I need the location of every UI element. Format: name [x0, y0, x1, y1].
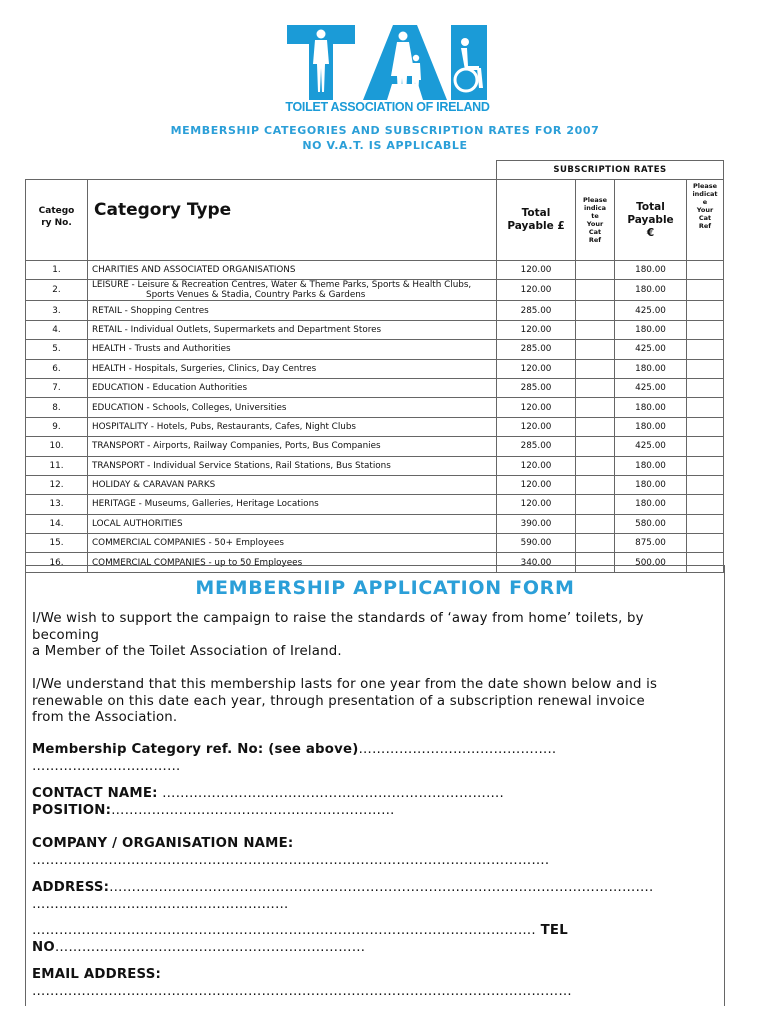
total-gbp-line1: Total — [521, 207, 551, 219]
cat-ref-eur-box[interactable] — [687, 495, 724, 514]
category-ref-label: Membership Category ref. No: (see above) — [32, 742, 359, 757]
category-no-header-line1: Catego — [38, 206, 75, 216]
total-gbp-header — [497, 180, 576, 261]
cat-ref-eur-box[interactable] — [687, 398, 724, 417]
category-ref-dots-2[interactable]: …………………………… — [32, 758, 181, 774]
total-eur-line2: Payable — [627, 213, 674, 226]
contact-name-field[interactable] — [32, 786, 722, 819]
ref1-text: indica — [584, 204, 606, 212]
category-type-text: CHARITIES AND ASSOCIATED ORGANISATIONS — [92, 265, 296, 276]
ref2-text: Please — [692, 182, 718, 190]
category-number: 15. — [26, 534, 88, 553]
category-number: 13. — [26, 495, 88, 514]
category-type — [88, 417, 497, 436]
address-dots-3[interactable]: …………………………………………………………………………………………………. — [32, 923, 536, 938]
category-type — [88, 301, 497, 320]
category-no-header-line2: ry No. — [41, 218, 72, 228]
cat-ref-gbp-box[interactable] — [576, 261, 615, 280]
ref2-text: Ref — [698, 222, 712, 230]
category-number: 8. — [26, 398, 88, 417]
cat-ref-gbp-box[interactable] — [576, 280, 615, 301]
table-row — [26, 301, 724, 320]
category-type — [88, 320, 497, 339]
category-number: 1. — [26, 261, 88, 280]
cat-ref-gbp-box[interactable] — [576, 301, 615, 320]
total-payable-gbp: 390.00 — [497, 514, 576, 533]
cat-ref-eur-box[interactable] — [687, 320, 724, 339]
table-row — [26, 475, 724, 494]
position-label: POSITION: — [32, 802, 112, 818]
cat-ref-eur-box[interactable] — [687, 261, 724, 280]
total-payable-eur: 875.00 — [615, 534, 687, 553]
total-payable-eur: 425.00 — [615, 301, 687, 320]
intro-line: a Member of the Toilet Association of Ireland. — [32, 644, 342, 659]
category-no-header — [26, 180, 88, 261]
total-eur-line1: Total — [636, 200, 665, 213]
email-field[interactable] — [32, 967, 722, 1000]
table-row — [26, 437, 724, 456]
cat-ref-eur-box[interactable] — [687, 378, 724, 397]
intro-paragraph-1 — [32, 611, 722, 661]
category-number: 4. — [26, 320, 88, 339]
subscription-rates-header: SUBSCRIPTION RATES — [497, 161, 724, 180]
company-name-label: COMPANY / ORGANISATION NAME: — [32, 836, 294, 851]
total-eur-header — [615, 180, 687, 261]
intro-paragraph-2 — [32, 677, 722, 727]
cat-ref-gbp-box[interactable] — [576, 514, 615, 533]
table-spacer — [26, 161, 497, 180]
total-payable-eur: 180.00 — [615, 280, 687, 301]
intro-line: becoming — [32, 627, 100, 643]
intro-line: renewable on this date each year, through presentation of a subscription renewal invoice — [32, 693, 645, 709]
total-payable-eur: 180.00 — [615, 495, 687, 514]
total-gbp-line2: Payable £ — [507, 220, 565, 232]
total-payable-eur: 425.00 — [615, 437, 687, 456]
ref1-text: Cat — [588, 228, 602, 236]
total-payable-eur: 425.00 — [615, 378, 687, 397]
rates-table — [25, 160, 724, 573]
cat-ref-eur-box[interactable] — [687, 301, 724, 320]
category-type-text: TRANSPORT - Airports, Railway Companies, Ports, Bus Companies — [92, 441, 381, 452]
table-row — [26, 261, 724, 280]
ref-header-eur — [687, 180, 724, 261]
address-dots-2[interactable]: ………………………………………………… — [32, 896, 289, 912]
cat-ref-gbp-box[interactable] — [576, 534, 615, 553]
tel-label-2: NO — [32, 939, 55, 955]
total-payable-eur: 425.00 — [615, 340, 687, 359]
ref2-text: indicat — [692, 190, 718, 198]
total-payable-gbp: 120.00 — [497, 398, 576, 417]
total-payable-eur: 180.00 — [615, 359, 687, 378]
cat-ref-eur-box[interactable] — [687, 359, 724, 378]
address-field[interactable] — [32, 880, 722, 913]
contact-name-label: CONTACT NAME: — [32, 786, 158, 801]
category-type-header: Category Type — [88, 180, 497, 261]
category-type-text: RETAIL - Shopping Centres — [92, 305, 209, 316]
cat-ref-eur-box[interactable] — [687, 417, 724, 436]
category-number: 3. — [26, 301, 88, 320]
address-label: ADDRESS: — [32, 880, 110, 895]
cat-ref-gbp-box[interactable] — [576, 456, 615, 475]
category-type-text: LEISURE - Leisure & Recreation Centres, Water & Theme Parks, Sports & Health Clubs, — [92, 280, 472, 291]
cat-ref-gbp-box[interactable] — [576, 417, 615, 436]
table-row — [26, 456, 724, 475]
category-type — [88, 398, 497, 417]
table-row — [26, 514, 724, 533]
company-name-field[interactable] — [32, 836, 722, 869]
category-type — [88, 514, 497, 533]
category-type — [88, 340, 497, 359]
category-type — [88, 456, 497, 475]
category-number: 16. — [26, 553, 88, 572]
category-type — [88, 280, 497, 301]
table-row — [26, 359, 724, 378]
total-payable-gbp: 120.00 — [497, 261, 576, 280]
table-row — [26, 398, 724, 417]
ref-header-gbp — [576, 180, 615, 261]
contact-name-dots[interactable]: …………………………………………………………………. — [157, 786, 504, 801]
cat-ref-eur-box[interactable] — [687, 514, 724, 533]
tel-label: TEL — [535, 923, 568, 938]
cat-ref-eur-box[interactable] — [687, 280, 724, 301]
total-payable-eur: 180.00 — [615, 398, 687, 417]
category-number: 5. — [26, 340, 88, 359]
cat-ref-gbp-box[interactable] — [576, 378, 615, 397]
tai-logo — [285, 22, 490, 117]
address-dots[interactable]: …………………………………………………………………………………………………………. — [109, 880, 654, 895]
category-type — [88, 378, 497, 397]
category-type — [88, 437, 497, 456]
rate-rows — [26, 261, 724, 573]
table-row — [26, 378, 724, 397]
ref1-text: te — [591, 212, 599, 220]
category-type-text: EDUCATION - Schools, Colleges, Universities — [92, 402, 287, 413]
total-payable-gbp: 590.00 — [497, 534, 576, 553]
ref1-text: Please — [582, 196, 608, 204]
email-label: EMAIL ADDRESS: — [32, 967, 162, 982]
total-payable-gbp: 120.00 — [497, 359, 576, 378]
company-name-dots[interactable]: ……………………………………………………………………………………………………. — [32, 852, 550, 868]
category-number: 2. — [26, 280, 88, 301]
ref2-text: e — [702, 198, 708, 206]
category-type-text-2: Sports Venues & Stadia, Country Parks & Gardens — [146, 290, 366, 301]
email-dots[interactable]: ………………………………………………………………………………………………………… — [32, 983, 572, 999]
cat-ref-eur-box[interactable] — [687, 534, 724, 553]
total-payable-eur: 180.00 — [615, 456, 687, 475]
position-dots[interactable]: ……………………………………………………… — [111, 802, 395, 818]
cat-ref-gbp-box[interactable] — [576, 475, 615, 494]
total-payable-eur: 180.00 — [615, 475, 687, 494]
total-payable-gbp: 120.00 — [497, 495, 576, 514]
category-type-text: HEALTH - Hospitals, Surgeries, Clinics, Day Centres — [92, 363, 317, 374]
table-row — [26, 417, 724, 436]
category-type-text: HEALTH - Trusts and Authorities — [92, 344, 231, 355]
category-number: 7. — [26, 378, 88, 397]
category-number: 12. — [26, 475, 88, 494]
category-type-text: COMMERCIAL COMPANIES - up to 50 Employees — [92, 557, 303, 568]
total-payable-eur: 580.00 — [615, 514, 687, 533]
ref1-text: Your — [586, 220, 604, 228]
heading-line-2: NO V.A.T. IS APPLICABLE — [302, 139, 468, 152]
category-number: 11. — [26, 456, 88, 475]
category-ref-field[interactable] — [32, 742, 722, 775]
logo-caption: TOILET ASSOCIATION OF IRELAND — [285, 100, 490, 114]
category-type-text: HOLIDAY & CARAVAN PARKS — [92, 480, 216, 491]
table-row — [26, 495, 724, 514]
total-payable-gbp: 120.00 — [497, 320, 576, 339]
category-type-text: HERITAGE - Museums, Galleries, Heritage Locations — [92, 499, 319, 510]
cat-ref-gbp-box[interactable] — [576, 398, 615, 417]
ref2-text: Your — [696, 206, 714, 214]
category-type-text: HOSPITALITY - Hotels, Pubs, Restaurants, Cafes, Night Clubs — [92, 421, 357, 432]
category-type — [88, 261, 497, 280]
category-number: 9. — [26, 417, 88, 436]
total-payable-eur: 180.00 — [615, 320, 687, 339]
category-type — [88, 359, 497, 378]
intro-line: from the Association. — [32, 710, 178, 725]
total-payable-gbp: 340.00 — [497, 553, 576, 572]
total-payable-gbp: 120.00 — [497, 280, 576, 301]
category-type-text: RETAIL - Individual Outlets, Supermarkets and Department Stores — [92, 324, 382, 335]
cat-ref-eur-box[interactable] — [687, 456, 724, 475]
category-type — [88, 534, 497, 553]
category-type-text: LOCAL AUTHORITIES — [92, 518, 183, 529]
table-row — [26, 340, 724, 359]
category-ref-dots[interactable]: …………………………………….. — [358, 742, 557, 757]
table-row — [26, 320, 724, 339]
intro-line: I/We understand that this membership lasts for one year from the date shown below and is — [32, 677, 658, 692]
cat-ref-eur-box[interactable] — [687, 475, 724, 494]
category-number: 10. — [26, 437, 88, 456]
total-payable-gbp: 285.00 — [497, 301, 576, 320]
cat-ref-eur-box[interactable] — [687, 437, 724, 456]
category-type-text: TRANSPORT - Individual Service Stations, Rail Stations, Bus Stations — [92, 460, 391, 471]
total-payable-eur: 500.00 — [615, 553, 687, 572]
total-payable-gbp: 120.00 — [497, 475, 576, 494]
ref2-text: Cat — [698, 214, 712, 222]
total-payable-gbp: 120.00 — [497, 417, 576, 436]
cat-ref-gbp-box[interactable] — [576, 437, 615, 456]
category-type — [88, 495, 497, 514]
cat-ref-eur-box[interactable] — [687, 340, 724, 359]
cat-ref-gbp-box[interactable] — [576, 340, 615, 359]
tel-field[interactable] — [32, 923, 722, 956]
form-title: MEMBERSHIP APPLICATION FORM — [195, 577, 575, 599]
total-payable-eur: 180.00 — [615, 261, 687, 280]
total-payable-gbp: 285.00 — [497, 340, 576, 359]
intro-line: I/We wish to support the campaign to raise the standards of ‘away from home’ toilets, by — [32, 611, 644, 626]
cat-ref-gbp-box[interactable] — [576, 320, 615, 339]
table-row — [26, 534, 724, 553]
category-type — [88, 475, 497, 494]
total-payable-gbp: 285.00 — [497, 378, 576, 397]
table-row — [26, 280, 724, 301]
heading-line-1: MEMBERSHIP CATEGORIES AND SUBSCRIPTION RATES FOR 2007 — [170, 124, 600, 137]
tel-dots[interactable]: …………………………………………………………… — [54, 939, 366, 955]
total-payable-gbp: 120.00 — [497, 456, 576, 475]
cat-ref-gbp-box[interactable] — [576, 359, 615, 378]
total-payable-eur: 180.00 — [615, 417, 687, 436]
cat-ref-gbp-box[interactable] — [576, 495, 615, 514]
total-eur-line3: € — [646, 226, 655, 239]
category-number: 6. — [26, 359, 88, 378]
category-type-text: COMMERCIAL COMPANIES - 50+ Employees — [92, 538, 284, 549]
category-type-text: EDUCATION - Education Authorities — [92, 383, 248, 394]
ref1-text: Ref — [588, 236, 602, 244]
logo-graphic — [285, 22, 490, 102]
category-number: 14. — [26, 514, 88, 533]
total-payable-gbp: 285.00 — [497, 437, 576, 456]
